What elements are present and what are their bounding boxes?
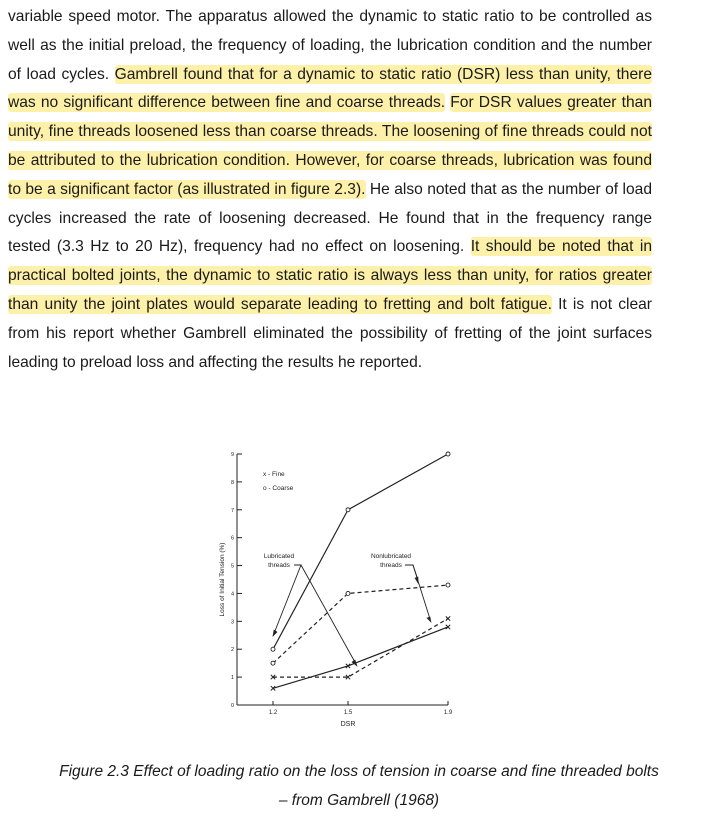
y-tick-label: 7	[230, 507, 234, 514]
y-tick-label: 4	[230, 591, 234, 598]
y-tick-label: 3	[230, 619, 234, 626]
series-line-coarse-lubricated	[273, 585, 448, 663]
arrowhead-lubricated-b	[352, 660, 357, 666]
caption-line-2: – from Gambrell (1968)	[278, 792, 440, 809]
legend-coarse: o - Coarse	[263, 485, 294, 492]
caption-line-1: Figure 2.3 Effect of loading ratio on the loss of tension in coarse and fine threaded bolts	[59, 763, 659, 780]
data-point-coarse	[271, 647, 275, 651]
body-text: variable speed motor. The apparatus allowed the dynamic to static ratio to be controlled as well as the initial preload, the frequency of loading, the lubrication condition and the number of load cycles.	[8, 8, 652, 83]
annotation-lubricated-line2: threads	[268, 562, 290, 569]
y-axis-label: Loss of Initial Tension (%)	[219, 542, 226, 617]
annotation-nonlubricated-line2: threads	[380, 562, 402, 569]
dsr-loss-chart	[215, 446, 465, 736]
series-line-fine-nonlubricated	[273, 627, 448, 688]
series-line-fine-lubricated	[273, 619, 448, 678]
legend-fine: x - Fine	[263, 471, 285, 478]
data-point-coarse	[346, 591, 350, 595]
body-paragraph	[8, 3, 652, 377]
data-point-coarse	[271, 661, 275, 665]
data-point-coarse	[346, 508, 350, 512]
highlighted-text: It should be noted that in practical bolted joints, the dynamic to static ratio is always less than unity, for ratios greater than unity the joint plates would separate leading to fretting and bolt fatigue.	[8, 238, 652, 313]
y-tick-label: 0	[230, 703, 234, 709]
x-tick-label: 1.5	[343, 710, 353, 716]
data-point-fine	[446, 616, 450, 620]
data-point-coarse	[446, 583, 450, 587]
figure-2-3	[215, 446, 465, 736]
y-tick-label: 1	[230, 675, 234, 682]
y-tick-label: 8	[230, 479, 234, 486]
body-text: He also noted that as the number of load cycles increased the rate of loosening decreased. He found that in the frequency range tested (3.3 Hz to 20 Hz), frequency had no effect on loosening.	[8, 180, 652, 256]
highlighted-text: Gambrell found that for a dynamic to static ratio (DSR) less than unity, there was no significant difference between fine and coarse threads.	[8, 65, 652, 112]
body-text: It is not clear from his report whether Gambrell eliminated the possibility of fretting of the joint surfaces leading to preload loss and affecting the results he reported.	[8, 295, 652, 371]
annotation-nonlubricated-line1: Nonlubricated	[370, 553, 412, 560]
arrowhead-lubricated-a	[273, 630, 277, 636]
arrowhead-nonlubricated-b	[427, 617, 431, 622]
y-tick-label: 6	[230, 535, 234, 542]
highlighted-text: For DSR values greater than unity, fine threads loosened less than coarse threads. The loosening of fine threads could not be attributed to the lubrication condition. However, for coarse threads, lubrication was found to be a significant factor (as illustrated in figure 2.3).	[8, 94, 652, 198]
annotation-lubricated-line1: Lubricated	[263, 553, 295, 560]
series-line-coarse-nonlubricated	[273, 454, 448, 649]
figure-caption	[0, 757, 718, 815]
y-tick-label: 5	[230, 563, 234, 570]
leader-lubricated-a	[273, 565, 301, 636]
x-axis-label: DSR	[340, 721, 356, 728]
data-point-coarse	[446, 452, 450, 456]
y-tick-label: 2	[230, 647, 234, 654]
y-tick-label: 9	[230, 452, 234, 458]
leader-nonlubricated-b	[413, 565, 430, 619]
x-tick-label: 1.9	[443, 710, 453, 716]
x-tick-label: 1.2	[268, 710, 278, 716]
leader-lubricated-b	[301, 565, 356, 664]
